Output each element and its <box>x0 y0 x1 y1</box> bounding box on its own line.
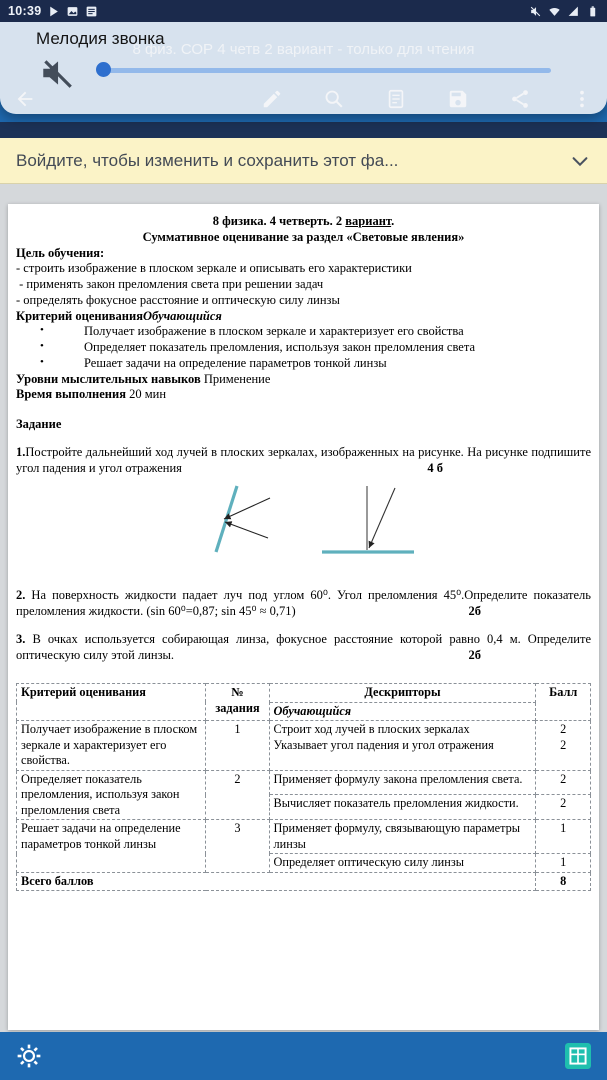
levels-line: Уровни мыслительных навыков Применение <box>16 371 271 386</box>
bottom-bar <box>0 1032 607 1080</box>
ray-diagrams <box>16 480 591 576</box>
document-scroll-area[interactable] <box>0 184 607 1032</box>
doc-heading-line2: Суммативное оценивание за раздел «Световые явления» <box>142 229 465 244</box>
goal-item: - определять фокусное расстояние и оптическую силу линзы <box>16 292 340 307</box>
wifi-icon <box>548 5 561 18</box>
ringtone-popup-title: Мелодия звонка <box>36 29 165 48</box>
image-icon <box>66 5 79 18</box>
assessment-table <box>16 683 591 891</box>
goal-item: - строить изображение в плоском зеркале и описывать его характеристики <box>16 261 412 276</box>
mute-icon <box>529 5 542 18</box>
sheets-shortcut-button[interactable] <box>565 1043 591 1069</box>
doc-heading-line1: 8 физика. 4 четверть. 2 вариант. <box>212 214 395 228</box>
settings-gear-button[interactable] <box>16 1043 42 1069</box>
battery-icon <box>586 5 599 18</box>
criteria-label: Критерий оцениванияОбучающийся <box>16 308 222 323</box>
header-descriptors: Дескрипторы <box>269 684 536 702</box>
time-line: Время выполнения 20 мин <box>16 387 167 402</box>
signal-icon <box>567 5 580 18</box>
total-label: Всего баллов <box>17 872 536 890</box>
volume-slider-track[interactable] <box>106 68 551 73</box>
tilted-mirror-diagram <box>206 482 276 560</box>
total-value: 8 <box>536 872 591 890</box>
header-task-no: № задания <box>206 684 269 721</box>
document-page <box>8 204 599 1030</box>
list-icon <box>85 5 98 18</box>
table-row: Получает изображение в плоском зеркале и характеризует его свойства. 1 Строит ход лучей в плоских зеркалах Указывает угол падения и угол отражения 2 2 <box>17 721 591 770</box>
goal-label: Цель обучения: <box>16 245 105 260</box>
criteria-item: • Определяет показатель преломления, используя закон преломления света <box>16 340 591 356</box>
table-row: Определяет оптическую силу линзы 1 <box>17 854 591 872</box>
table-row: Определяет показатель преломления, используя закон преломления света 2 Применяет формулу закона преломления света. 2 <box>17 770 591 795</box>
task-1-points: 4 б <box>427 460 443 475</box>
task-2-points: 2б <box>468 604 481 618</box>
task-3: 3. В очках используется собирающая линза, фокусное расстояние которой равно 0,4 м. Определите оптическую силу этой линзы. 2б <box>16 631 591 662</box>
table-header-row <box>17 684 591 702</box>
header-score: Балл <box>536 684 591 721</box>
table-row: Вычисляет показатель преломления жидкости. 2 <box>17 795 591 820</box>
criteria-item: • Получает изображение в плоском зеркале и характеризует его свойства <box>16 324 591 340</box>
table-row: Решает задачи на определение параметров тонкой линзы 3 Применяет формулу, связывающую параметры линзы 1 <box>17 820 591 854</box>
volume-slider-thumb[interactable] <box>96 62 111 77</box>
tasks-heading: Задание <box>16 417 62 431</box>
chevron-down-icon[interactable] <box>569 150 591 172</box>
subheader-role: Обучающийся <box>269 702 536 720</box>
speaker-muted-icon[interactable] <box>38 54 76 92</box>
goal-item: - применять закон преломления света при решении задач <box>16 277 324 291</box>
criteria-item: • Решает задачи на определение параметров тонкой линзы <box>16 356 591 372</box>
task-3-points: 2б <box>468 647 481 662</box>
task-1: 1.Постройте дальнейший ход лучей в плоских зеркалах, изображенных на рисунке. На рисунке подпишите угол падения и угол отражения 4 б <box>16 444 591 475</box>
ringtone-volume-popup[interactable] <box>0 22 607 114</box>
task-2: 2. На поверхность жидкости падает луч под углом 60⁰. Угол преломления 45⁰.Определите показатель преломления жидкости. (sin 60⁰=0,87; sin 45⁰ ≈ 0,71) 2б <box>16 588 591 618</box>
play-icon <box>47 5 60 18</box>
table-total-row <box>17 872 591 890</box>
header-criterion: Критерий оценивания <box>17 684 206 721</box>
status-bar <box>0 0 607 22</box>
sign-in-banner[interactable] <box>0 138 607 184</box>
flat-mirror-diagram <box>319 482 419 560</box>
ribbon-strip <box>0 122 607 138</box>
sign-in-banner-text: Войдите, чтобы изменить и сохранить этот фа... <box>16 150 399 170</box>
volume-slider[interactable] <box>96 62 551 78</box>
clock: 10:39 <box>8 4 42 18</box>
